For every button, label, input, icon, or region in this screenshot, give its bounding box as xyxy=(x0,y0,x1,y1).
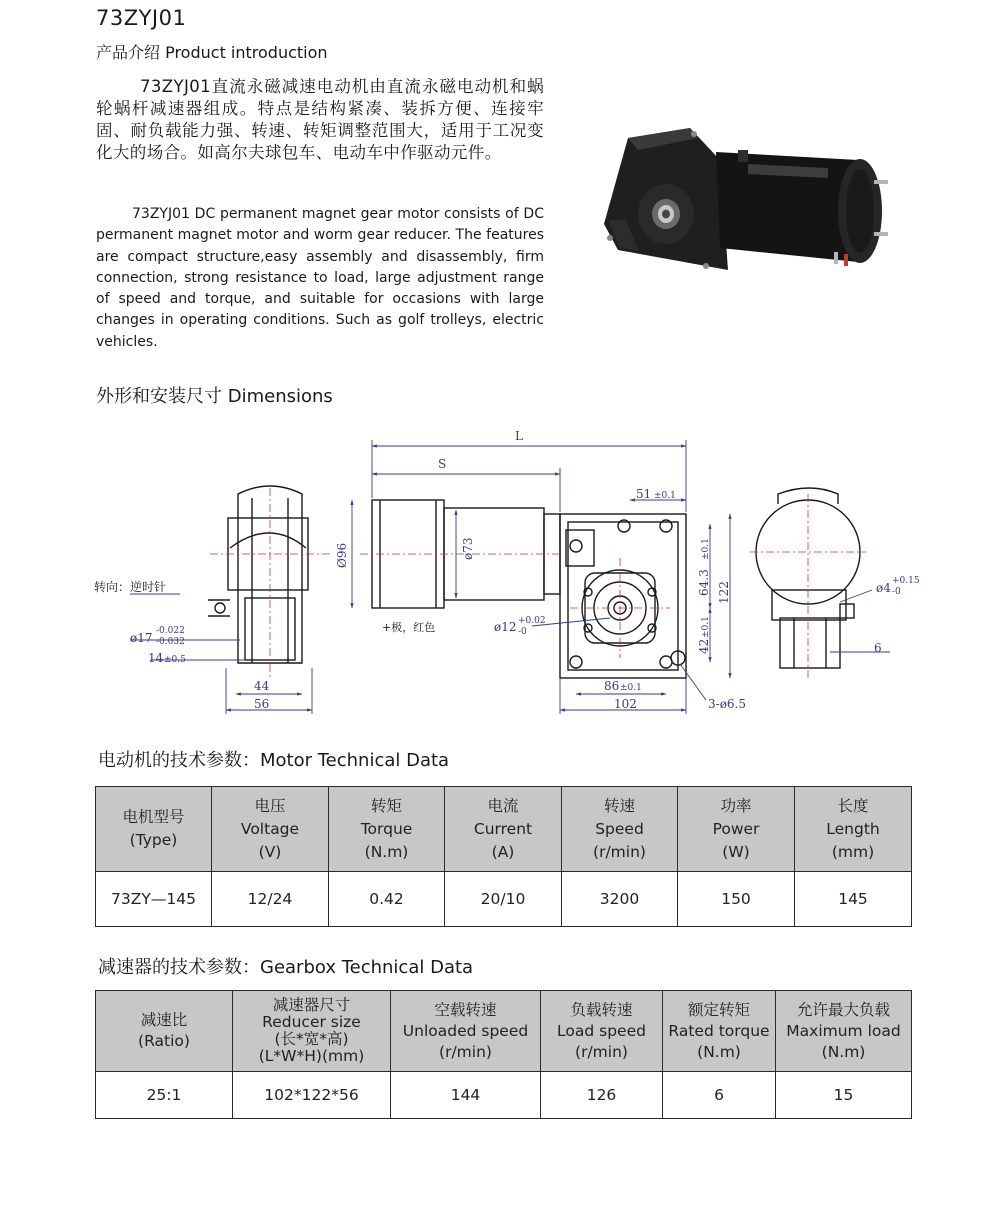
header-cell: 转矩 Torque (N.m) xyxy=(329,787,445,872)
dim-label-d42: 42 xyxy=(697,638,711,654)
dim-label-d17-tol-up: -0.022 xyxy=(156,626,185,636)
dim-label-d64: 64.3 xyxy=(697,569,711,596)
header-cell: 负载转速 Load speed (r/min) xyxy=(541,991,663,1072)
dim-label-L: L xyxy=(515,429,523,443)
output-shaft-bearing xyxy=(638,184,694,244)
table-cell: 20/10 xyxy=(445,872,562,927)
header-cell: 减速器尺寸 Reducer size (长*宽*高) (L*W*H)(mm) xyxy=(233,991,391,1072)
table-cell: 3200 xyxy=(562,872,678,927)
table-cell: 126 xyxy=(541,1072,663,1119)
table-cell: 15 xyxy=(776,1072,912,1119)
dim-label-d73: ø73 xyxy=(461,537,475,560)
gearbox-table-header-row xyxy=(96,991,912,1072)
dim-label-w56: 56 xyxy=(254,697,270,711)
dim-label-d14-tol: ±0.5 xyxy=(164,655,186,665)
table-cell: 73ZY—145 xyxy=(96,872,212,927)
header-cell: 转速 Speed (r/min) xyxy=(562,787,678,872)
dim-label-d96: Ø96 xyxy=(335,542,349,568)
header-cell: 功率 Power (W) xyxy=(678,787,795,872)
intro-chinese-paragraph: 73ZYJ01直流永磁减速电动机由直流永磁电动机和蜗轮蜗杆减速器组成。特点是结构紧凑、装拆方便、连接牢固、耐负载能力强、转速、转矩调整范围大，适用于工况变化大的场合。如高尔夫球包车、电动车中作驱动元件。 xyxy=(96,77,544,162)
table-cell: 145 xyxy=(795,872,912,927)
dim-label-d51: 51 xyxy=(636,487,652,501)
dim-label-shaft-tol-up: +0.02 xyxy=(518,616,546,626)
dimensions-heading: 外形和安装尺寸 Dimensions xyxy=(96,386,333,407)
dim-label-d4-tol-dn: -0 xyxy=(892,587,901,597)
model-title: 73ZYJ01 xyxy=(96,6,187,30)
header-cell: 空载转速 Unloaded speed (r/min) xyxy=(391,991,541,1072)
dim-label-S: S xyxy=(438,457,447,471)
dim-label-w102: 102 xyxy=(614,697,637,711)
dim-label-d86-tol: ±0.1 xyxy=(620,683,642,693)
dim-label-holes: 3-ø6.5 xyxy=(708,697,746,711)
dim-label-d51-tol: ±0.1 xyxy=(654,491,676,501)
motor-table-header-row xyxy=(96,787,912,872)
dim-label-d4-tol-up: +0.15 xyxy=(892,576,920,586)
product-photo xyxy=(598,120,898,280)
table-cell: 25:1 xyxy=(96,1072,233,1119)
front-motor-view xyxy=(372,500,686,678)
motor-data-table xyxy=(95,786,912,927)
header-cell: 允许最大负载 Maximum load (N.m) xyxy=(776,991,912,1072)
left-side-view xyxy=(208,486,308,663)
polarity-label: +极，红色 xyxy=(382,621,436,634)
motor-table-heading: 电动机的技术参数：Motor Technical Data xyxy=(98,750,450,771)
table-cell: 102*122*56 xyxy=(233,1072,391,1119)
dim-label-d14: 14 xyxy=(148,651,164,665)
table-cell: 144 xyxy=(391,1072,541,1119)
header-cell: 减速比 (Ratio) xyxy=(96,991,233,1072)
rotation-label: 转向：逆时针 xyxy=(94,580,167,594)
dim-label-h122: 122 xyxy=(717,581,731,604)
table-cell: 6 xyxy=(663,1072,776,1119)
dim-label-d17: ø17 xyxy=(130,631,153,645)
table-row xyxy=(96,1072,912,1119)
motor-body xyxy=(716,150,882,263)
dim-label-d64-tol: ±0.1 xyxy=(701,538,711,560)
header-cell: 额定转矩 Rated torque (N.m) xyxy=(663,991,776,1072)
header-cell: 长度 Length (mm) xyxy=(795,787,912,872)
dimension-drawing xyxy=(90,418,920,718)
table-cell: 12/24 xyxy=(212,872,329,927)
dim-label-shaft: ø12 xyxy=(494,620,517,634)
header-cell: 电机型号 (Type) xyxy=(96,787,212,872)
dim-label-w44: 44 xyxy=(254,679,270,693)
header-cell: 电流 Current (A) xyxy=(445,787,562,872)
table-cell: 150 xyxy=(678,872,795,927)
table-cell: 0.42 xyxy=(329,872,445,927)
dim-label-d86: 86 xyxy=(604,679,620,693)
dim-label-d42-tol: ±0.1 xyxy=(701,616,711,638)
header-cell: 电压 Voltage (V) xyxy=(212,787,329,872)
gearbox-data-table xyxy=(95,990,912,1119)
dim-label-w6: 6 xyxy=(874,641,882,655)
intro-heading: 产品介绍 Product introduction xyxy=(96,43,328,62)
dim-label-d17-tol-dn: -0.032 xyxy=(156,637,185,647)
gearbox-table-heading: 减速器的技术参数：Gearbox Technical Data xyxy=(98,957,474,978)
table-row xyxy=(96,872,912,927)
dim-label-shaft-tol-dn: -0 xyxy=(518,627,527,637)
intro-english-paragraph: 73ZYJ01 DC permanent magnet gear motor consists of DC permanent magnet motor and worm gear reducer. The features are compact structure,easy assembly and disassembly, firm connection, strong resistance to load, large adjustment range of speed and torque, and suitable for occasions with large changes in operating conditions. Such as golf trolleys, electric vehicles. xyxy=(96,206,544,350)
dim-label-d4: ø4 xyxy=(876,581,891,595)
